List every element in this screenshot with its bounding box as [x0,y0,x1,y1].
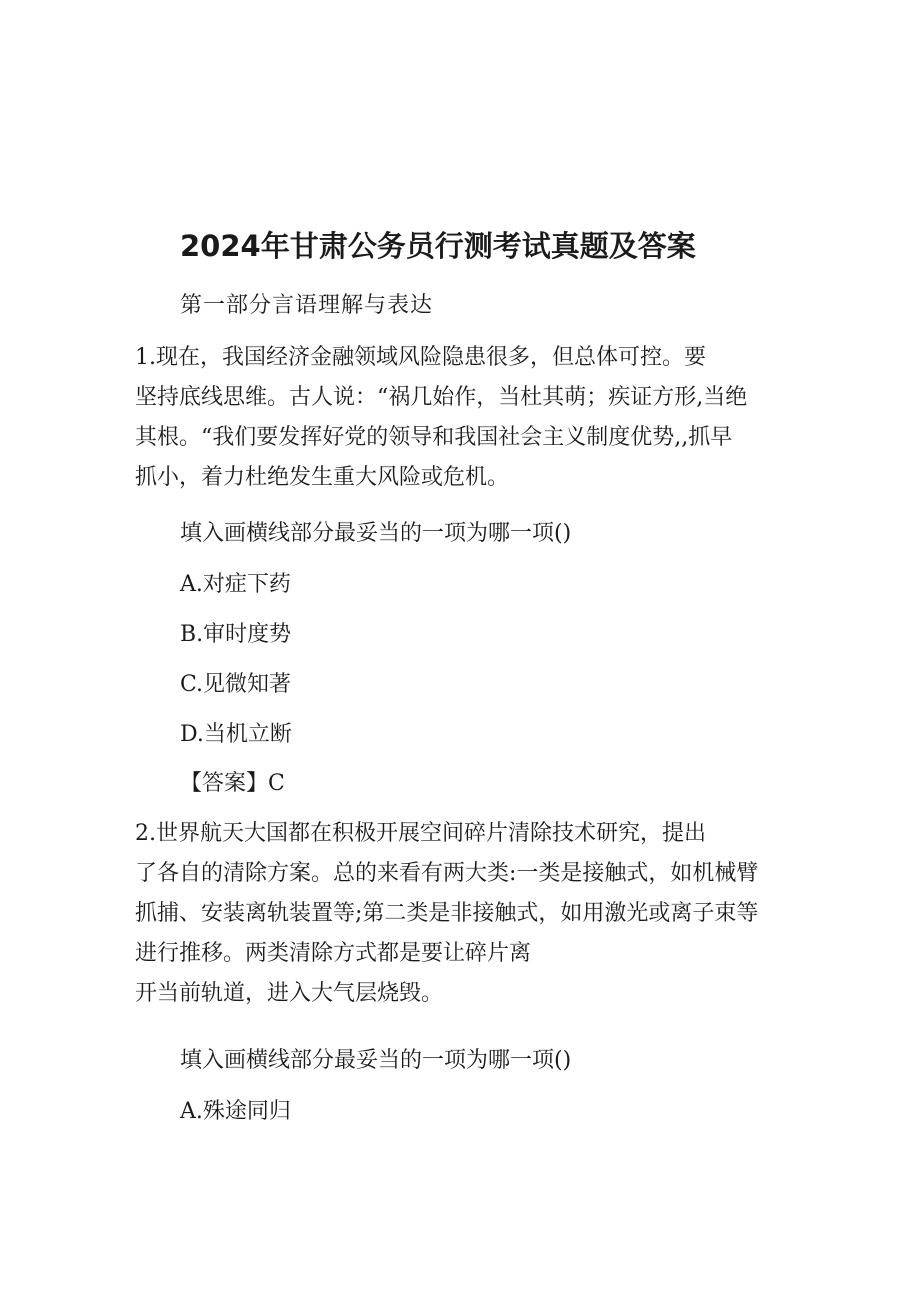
question-1-text [135,338,795,498]
question-1-answer: 【答案】C [180,771,285,796]
question-2-line: 了各自的清除方案。总的来看有两大类:一类是接触式，如机械臂 [135,861,759,886]
question-1-option-d: D.当机立断 [180,722,292,747]
question-2-option-a: A.殊途同归 [180,1099,291,1124]
question-1-line: 其根。“我们要发挥好党的领导和我国社会主义制度优势,,抓早 [135,425,733,450]
question-1-line: 抓小，着力杜绝发生重大风险或危机。 [135,465,510,490]
question-1-prompt: 填入画横线部分最妥当的一项为哪一项() [180,521,572,546]
document-title: 2024年甘肃公务员行测考试真题及答案 [180,229,696,263]
question-2-prompt: 填入画横线部分最妥当的一项为哪一项() [180,1048,572,1073]
question-2-line: 进行推移。两类清除方式都是要让碎片离 [135,941,532,966]
question-1-option-c: C.见微知著 [180,672,292,697]
question-1-line: 1.现在，我国经济金融领域风险隐患很多，但总体可控。要 [135,345,706,370]
question-1-option-b: B.审时度势 [180,622,292,647]
question-2-line: 2.世界航天大国都在积极开展空间碎片清除技术研究，提出 [135,821,706,846]
question-1-option-a: A.对症下药 [180,572,291,597]
question-2-text [135,814,795,1014]
question-2-line: 开当前轨道，进入大气层烧毁。 [135,981,444,1006]
question-1-line: 坚持底线思维。古人说：“祸几始作，当杜其萌；疾证方形,当绝 [135,385,748,410]
question-2-line: 抓捕、安装离轨装置等;第二类是非接触式，如用激光或离子束等 [135,901,759,926]
section-heading: 第一部分言语理解与表达 [180,293,434,318]
